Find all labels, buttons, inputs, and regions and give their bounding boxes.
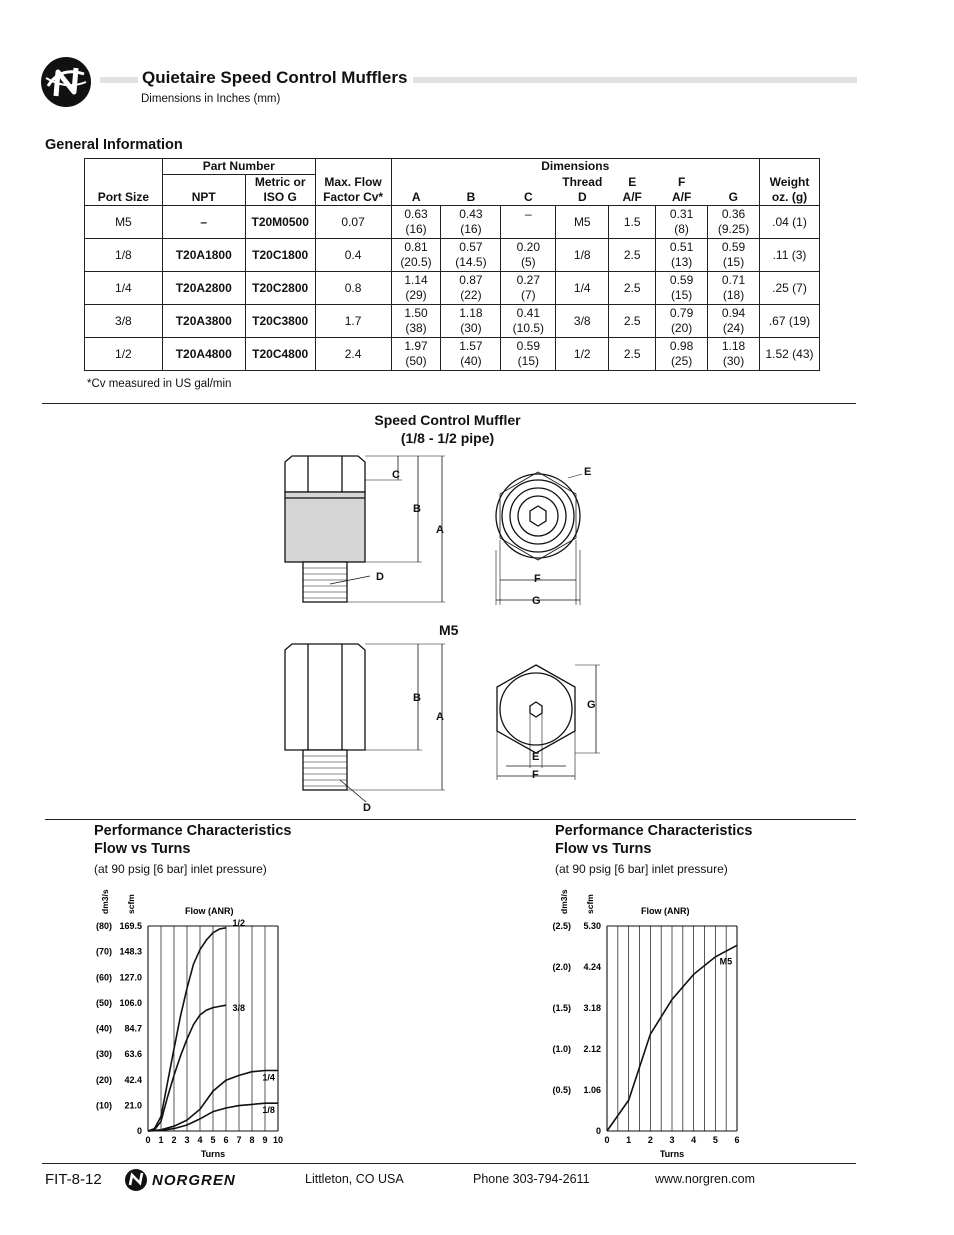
col-npt: NPT xyxy=(162,175,245,206)
y-tick-label: 0 xyxy=(595,1126,601,1136)
y-axis-label-metric: dm3/s xyxy=(559,889,569,914)
table-cell-e: 2.5 xyxy=(609,305,656,338)
table-cell-metric: T20C2800 xyxy=(245,272,315,305)
x-tick-label: 6 xyxy=(734,1135,740,1145)
flow-label: Flow (ANR) xyxy=(641,906,690,916)
table-cell-c: 0.41 (10.5) xyxy=(501,305,556,338)
norgren-footer-logo-icon xyxy=(124,1168,258,1192)
footer-location: Littleton, CO USA xyxy=(305,1172,404,1186)
m5-dim-label-d: D xyxy=(363,802,371,814)
col-weight: Weight oz. (g) xyxy=(760,159,820,206)
section-divider xyxy=(45,819,856,820)
table-cell-cv: 2.4 xyxy=(315,338,391,371)
table-cell-c: 0.20 (5) xyxy=(501,239,556,272)
table-cell-cv: 0.4 xyxy=(315,239,391,272)
y-tick-label-metric: (70) xyxy=(95,946,112,957)
m5-muffler-side-view xyxy=(285,644,445,802)
pipe-muffler-end-view xyxy=(496,472,582,605)
spec-table xyxy=(84,158,820,371)
x-tick-label: 3 xyxy=(669,1135,675,1145)
table-cell-c: 0.59 (15) xyxy=(501,338,556,371)
table-cell-a: 0.81 (20.5) xyxy=(391,239,441,272)
x-tick-label: 0 xyxy=(145,1135,151,1145)
general-info-heading: General Information xyxy=(45,137,183,153)
flow-label: Flow (ANR) xyxy=(185,906,234,916)
page-subtitle: Dimensions in Inches (mm) xyxy=(141,93,281,105)
series-label: 3/8 xyxy=(232,1003,246,1014)
col-b: B xyxy=(466,190,476,204)
x-tick-label: 10 xyxy=(272,1135,284,1145)
table-cell-f: 0.31 (8) xyxy=(656,206,708,239)
section-divider xyxy=(42,403,856,404)
table-cell-b: 0.57 (14.5) xyxy=(441,239,501,272)
table-cell-metric: T20C1800 xyxy=(245,239,315,272)
table-cell-b: 0.43 (16) xyxy=(441,206,501,239)
y-tick-label-metric: (0.5) xyxy=(552,1085,571,1095)
y-tick-label: 63.6 xyxy=(124,1049,142,1060)
y-tick-label: 84.7 xyxy=(124,1023,142,1034)
y-tick-label: 5.30 xyxy=(583,921,601,931)
col-metric: Metric or ISO G xyxy=(245,175,315,206)
x-tick-label: 2 xyxy=(171,1135,177,1145)
x-tick-label: 6 xyxy=(223,1135,229,1145)
y-tick-label: 42.4 xyxy=(124,1074,142,1085)
footer-rule xyxy=(42,1163,856,1164)
x-tick-label: 1 xyxy=(158,1135,164,1145)
table-cell-w: .25 (7) xyxy=(760,272,820,305)
table-cell-c: 0.27 (7) xyxy=(501,272,556,305)
y-tick-label-metric: (1.5) xyxy=(552,1003,571,1013)
y-tick-label-metric: (60) xyxy=(95,972,112,983)
y-tick-label-metric: (40) xyxy=(95,1023,112,1034)
series-label: 1/8 xyxy=(262,1105,275,1116)
table-cell-a: 0.63 (16) xyxy=(391,206,441,239)
y-tick-label: 0 xyxy=(136,1126,142,1136)
table-cell-npt: T20A2800 xyxy=(162,272,245,305)
flow-chart-pipe xyxy=(84,880,304,1160)
col-part-number: Part Number xyxy=(162,159,315,175)
y-tick-label-metric: (2.0) xyxy=(552,962,571,972)
table-cell-d: 3/8 xyxy=(556,305,609,338)
table-cell-d: 1/2 xyxy=(556,338,609,371)
table-cell-w: 1.52 (43) xyxy=(760,338,820,371)
table-cell-c: – xyxy=(501,206,556,239)
table-row xyxy=(85,206,820,239)
table-cell-d: 1/4 xyxy=(556,272,609,305)
y-tick-label: 4.24 xyxy=(583,962,601,972)
x-tick-label: 1 xyxy=(626,1135,632,1145)
table-cell-port: M5 xyxy=(85,206,163,239)
x-tick-label: 0 xyxy=(604,1135,610,1145)
y-tick-label: 106.0 xyxy=(119,997,142,1008)
x-tick-label: 5 xyxy=(210,1135,216,1145)
table-cell-w: .04 (1) xyxy=(760,206,820,239)
dim-label-g: G xyxy=(532,595,541,607)
col-f: F A/F xyxy=(671,175,692,204)
table-cell-npt: T20A4800 xyxy=(162,338,245,371)
col-a: A xyxy=(391,175,441,206)
y-tick-label-metric: (50) xyxy=(95,997,112,1008)
col-c: C xyxy=(524,190,533,204)
page-number: FIT-8-12 xyxy=(45,1171,102,1188)
y-tick-label-metric: (80) xyxy=(95,921,112,931)
x-tick-label: 4 xyxy=(691,1135,697,1145)
cv-footnote: *Cv measured in US gal/min xyxy=(87,378,232,390)
m5-dim-label-a: A xyxy=(436,711,444,723)
table-subheader-row xyxy=(85,175,820,206)
dim-label-b: B xyxy=(413,503,421,515)
page-title: Quietaire Speed Control Mufflers xyxy=(138,68,413,88)
table-cell-port: 1/2 xyxy=(85,338,163,371)
table-cell-b: 0.87 (22) xyxy=(441,272,501,305)
table-cell-e: 1.5 xyxy=(609,206,656,239)
table-cell-f: 0.59 (15) xyxy=(656,272,708,305)
y-axis-label-imperial: scfm xyxy=(126,894,136,914)
table-header-row xyxy=(85,159,820,175)
y-tick-label: 148.3 xyxy=(119,946,142,957)
x-axis-label: Turns xyxy=(659,1149,685,1159)
table-cell-f: 0.51 (13) xyxy=(656,239,708,272)
x-tick-label: 5 xyxy=(712,1135,718,1145)
perf-title-left: Performance Characteristics Flow vs Turns xyxy=(94,823,292,857)
y-axis-label-metric: dm3/s xyxy=(100,889,110,914)
table-cell-port: 3/8 xyxy=(85,305,163,338)
perf-title-right: Performance Characteristics Flow vs Turns xyxy=(555,823,753,857)
table-cell-g: 0.71 (18) xyxy=(708,272,760,305)
y-tick-label-metric: (2.5) xyxy=(552,921,571,931)
table-cell-npt: T20A3800 xyxy=(162,305,245,338)
col-thread: Thread D xyxy=(562,175,603,204)
table-cell-d: M5 xyxy=(556,206,609,239)
table-cell-g: 0.94 (24) xyxy=(708,305,760,338)
dim-label-e: E xyxy=(584,466,592,478)
x-tick-label: 7 xyxy=(236,1135,242,1145)
dim-label-c: C xyxy=(392,469,400,481)
diagram-heading: Speed Control Muffler (1/8 - 1/2 pipe) xyxy=(374,412,521,446)
col-port-size: Port Size xyxy=(85,159,163,206)
y-tick-label-metric: (10) xyxy=(95,1100,112,1111)
y-tick-label: 3.18 xyxy=(583,1003,601,1013)
table-cell-g: 1.18 (30) xyxy=(708,338,760,371)
series-label: 1/2 xyxy=(232,917,246,928)
footer-brand: NORGREN xyxy=(152,1172,236,1189)
dim-label-a: A xyxy=(436,524,444,536)
dim-label-d: D xyxy=(376,571,384,583)
table-cell-metric: T20C4800 xyxy=(245,338,315,371)
col-g: G xyxy=(708,175,760,206)
x-tick-label: 8 xyxy=(249,1135,255,1145)
table-cell-metric: T20M0500 xyxy=(245,206,315,239)
m5-dim-label-b: B xyxy=(413,692,421,704)
table-row xyxy=(85,305,820,338)
y-axis-label-imperial: scfm xyxy=(585,894,595,914)
flow-chart-m5 xyxy=(545,880,765,1160)
table-cell-cv: 1.7 xyxy=(315,305,391,338)
table-row xyxy=(85,272,820,305)
table-row xyxy=(85,239,820,272)
table-cell-metric: T20C3800 xyxy=(245,305,315,338)
table-cell-w: .11 (3) xyxy=(760,239,820,272)
col-dimensions: Dimensions xyxy=(391,159,759,175)
table-cell-b: 1.18 (30) xyxy=(441,305,501,338)
y-tick-label: 1.06 xyxy=(583,1085,601,1095)
col-max-flow: Max. Flow Factor Cv* xyxy=(315,159,391,206)
table-cell-cv: 0.07 xyxy=(315,206,391,239)
table-cell-g: 0.59 (15) xyxy=(708,239,760,272)
m5-dim-label-g: G xyxy=(587,699,596,711)
table-cell-w: .67 (19) xyxy=(760,305,820,338)
table-cell-f: 0.98 (25) xyxy=(656,338,708,371)
table-cell-a: 1.14 (29) xyxy=(391,272,441,305)
table-cell-b: 1.57 (40) xyxy=(441,338,501,371)
table-cell-d: 1/8 xyxy=(556,239,609,272)
table-cell-cv: 0.8 xyxy=(315,272,391,305)
footer-web[interactable]: www.norgren.com xyxy=(655,1172,756,1186)
table-cell-a: 1.97 (50) xyxy=(391,338,441,371)
x-tick-label: 2 xyxy=(647,1135,653,1145)
y-tick-label: 2.12 xyxy=(583,1044,601,1054)
y-tick-label: 21.0 xyxy=(124,1100,142,1111)
y-tick-label-metric: (20) xyxy=(95,1074,112,1085)
table-cell-g: 0.36 (9.25) xyxy=(708,206,760,239)
table-cell-npt: T20A1800 xyxy=(162,239,245,272)
perf-note-right: (at 90 psig [6 bar] inlet pressure) xyxy=(555,862,728,876)
table-cell-port: 1/8 xyxy=(85,239,163,272)
y-tick-label: 169.5 xyxy=(119,921,142,931)
table-cell-f: 0.79 (20) xyxy=(656,305,708,338)
norgren-logo-icon xyxy=(40,56,92,108)
table-cell-e: 2.5 xyxy=(609,338,656,371)
table-cell-e: 2.5 xyxy=(609,239,656,272)
col-e: E A/F xyxy=(622,175,642,204)
x-tick-label: 4 xyxy=(197,1135,203,1145)
table-cell-npt: – xyxy=(162,206,245,239)
m5-dim-label-f: F xyxy=(532,769,539,781)
table-cell-a: 1.50 (38) xyxy=(391,305,441,338)
x-tick-label: 9 xyxy=(262,1135,268,1145)
x-tick-label: 3 xyxy=(184,1135,190,1145)
pipe-muffler-side-view xyxy=(285,456,445,602)
x-axis-label: Turns xyxy=(200,1149,226,1159)
y-tick-label-metric: (30) xyxy=(95,1049,112,1060)
series-label: 1/4 xyxy=(262,1072,275,1083)
m5-muffler-end-view xyxy=(497,665,600,780)
dim-label-f: F xyxy=(534,573,541,585)
m5-heading: M5 xyxy=(439,622,459,638)
perf-note-left: (at 90 psig [6 bar] inlet pressure) xyxy=(94,862,267,876)
table-cell-port: 1/4 xyxy=(85,272,163,305)
y-tick-label-metric: (1.0) xyxy=(552,1044,571,1054)
y-tick-label: 127.0 xyxy=(119,972,142,983)
table-cell-e: 2.5 xyxy=(609,272,656,305)
series-label: M5 xyxy=(719,956,733,967)
m5-dim-label-e: E xyxy=(532,751,540,763)
footer-phone: Phone 303-794-2611 xyxy=(473,1172,590,1186)
table-row xyxy=(85,338,820,371)
